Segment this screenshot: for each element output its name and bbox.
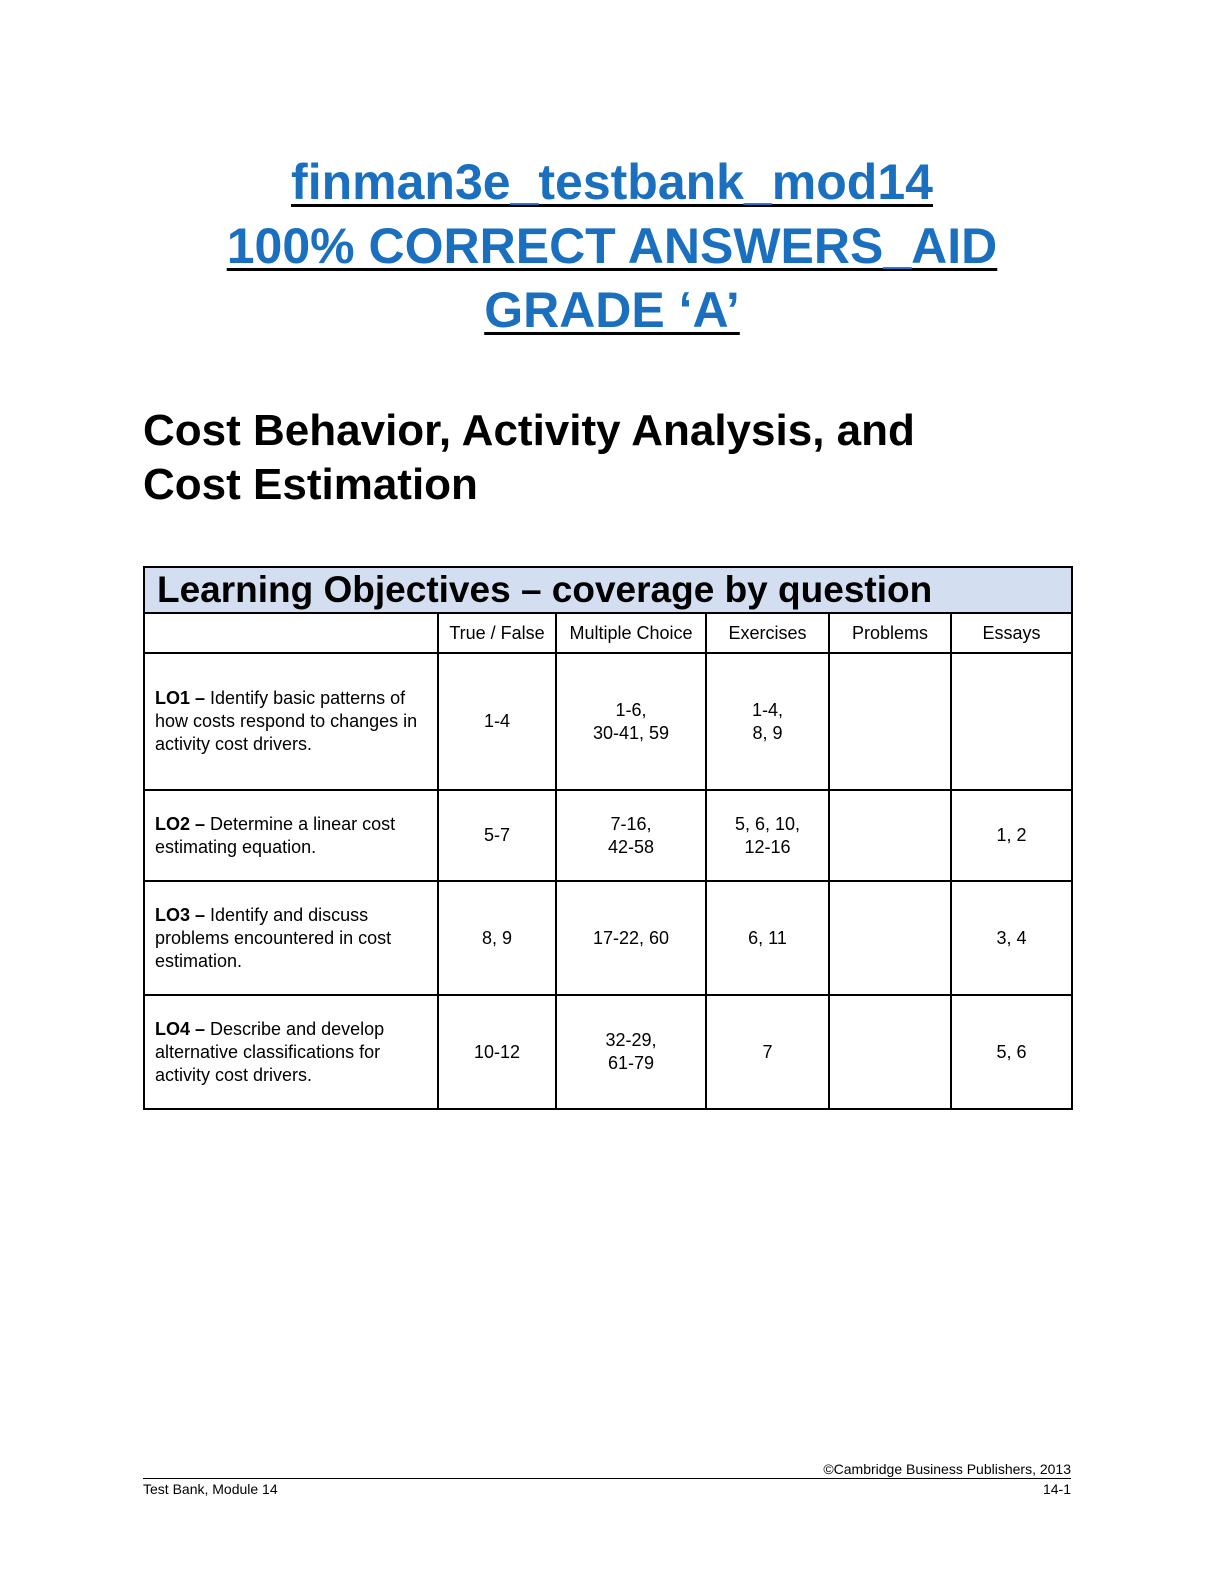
table-row — [144, 995, 1072, 1109]
objective-cell — [144, 881, 438, 995]
objective-text: Identify and discuss problems encountered in cost estimation. — [155, 904, 392, 971]
header-exercises: Exercises — [706, 613, 829, 653]
document-title — [0, 150, 1224, 342]
mc-line-2: 42-58 — [607, 836, 655, 857]
title-line-3[interactable]: GRADE ‘A’ — [484, 282, 740, 338]
chapter-heading-line-1: Cost Behavior, Activity Analysis, and — [143, 406, 915, 455]
true-false-cell: 1-4 — [438, 653, 556, 790]
table-row — [144, 790, 1072, 881]
title-line-1[interactable]: finman3e_testbank_mod14 — [291, 154, 933, 210]
objective-text: Identify basic patterns of how costs respond to changes in activity cost drivers. — [155, 688, 418, 754]
footer-divider — [143, 1478, 1071, 1479]
table-header-row — [144, 613, 1072, 653]
multiple-choice-cell — [556, 995, 706, 1109]
chapter-heading — [143, 404, 1103, 512]
page-number: 14-1 — [1042, 1481, 1071, 1497]
header-problems: Problems — [829, 613, 951, 653]
ex-line-1: 1-4, — [751, 699, 784, 720]
mc-line-1: 1-6, — [615, 699, 647, 720]
problems-cell — [829, 995, 951, 1109]
problems-cell — [829, 653, 951, 790]
learning-objectives-table — [143, 566, 1073, 1110]
exercises-cell — [706, 881, 829, 995]
essays-cell — [951, 653, 1072, 790]
header-multiple-choice: Multiple Choice — [556, 613, 706, 653]
exercises-cell — [706, 995, 829, 1109]
objective-code: LO1 – — [155, 688, 206, 708]
multiple-choice-cell — [556, 653, 706, 790]
essays-cell: 1, 2 — [951, 790, 1072, 881]
ex-line-2: 12-16 — [744, 836, 791, 857]
mc-line-2: 61-79 — [607, 1053, 655, 1073]
multiple-choice-cell — [556, 790, 706, 881]
mc-line-1: 32-29, — [605, 1030, 657, 1050]
problems-cell — [829, 790, 951, 881]
true-false-cell: 5-7 — [438, 790, 556, 881]
mc-line-1: 17-22, 60 — [592, 927, 670, 948]
header-essays: Essays — [951, 613, 1072, 653]
objective-text: Determine a linear cost estimating equation. — [155, 813, 396, 857]
objective-cell — [144, 995, 438, 1109]
header-blank — [144, 613, 438, 653]
mc-line-1: 7-16, — [610, 813, 652, 834]
table-caption: Learning Objectives – coverage by question — [144, 567, 1072, 613]
exercises-cell — [706, 653, 829, 790]
exercises-cell — [706, 790, 829, 881]
table-row — [144, 653, 1072, 790]
footer-copyright: ©Cambridge Business Publishers, 2013 — [823, 1461, 1071, 1477]
essays-cell: 5, 6 — [951, 995, 1072, 1109]
objective-code: LO4 – — [155, 1018, 206, 1039]
ex-line-1: 5, 6, 10, — [734, 813, 801, 834]
objective-cell — [144, 790, 438, 881]
problems-cell — [829, 881, 951, 995]
mc-line-2: 30-41, 59 — [592, 722, 670, 743]
header-true-false: True / False — [438, 613, 556, 653]
objective-text: Describe and develop alternative classifications for activity cost drivers. — [155, 1018, 385, 1085]
ex-line-2: 8, 9 — [752, 722, 783, 743]
true-false-cell: 10-12 — [438, 995, 556, 1109]
essays-cell: 3, 4 — [951, 881, 1072, 995]
table-row — [144, 881, 1072, 995]
multiple-choice-cell — [556, 881, 706, 995]
objective-cell — [144, 653, 438, 790]
true-false-cell: 8, 9 — [438, 881, 556, 995]
title-line-2[interactable]: 100% CORRECT ANSWERS_AID — [226, 218, 998, 274]
objective-code: LO2 – — [155, 813, 206, 834]
objective-code: LO3 – — [155, 904, 206, 925]
chapter-heading-line-2: Cost Estimation — [143, 460, 478, 509]
ex-line-1: 7 — [762, 1041, 773, 1062]
ex-line-1: 6, 11 — [748, 927, 787, 948]
footer-module-label: Test Bank, Module 14 — [143, 1481, 278, 1497]
